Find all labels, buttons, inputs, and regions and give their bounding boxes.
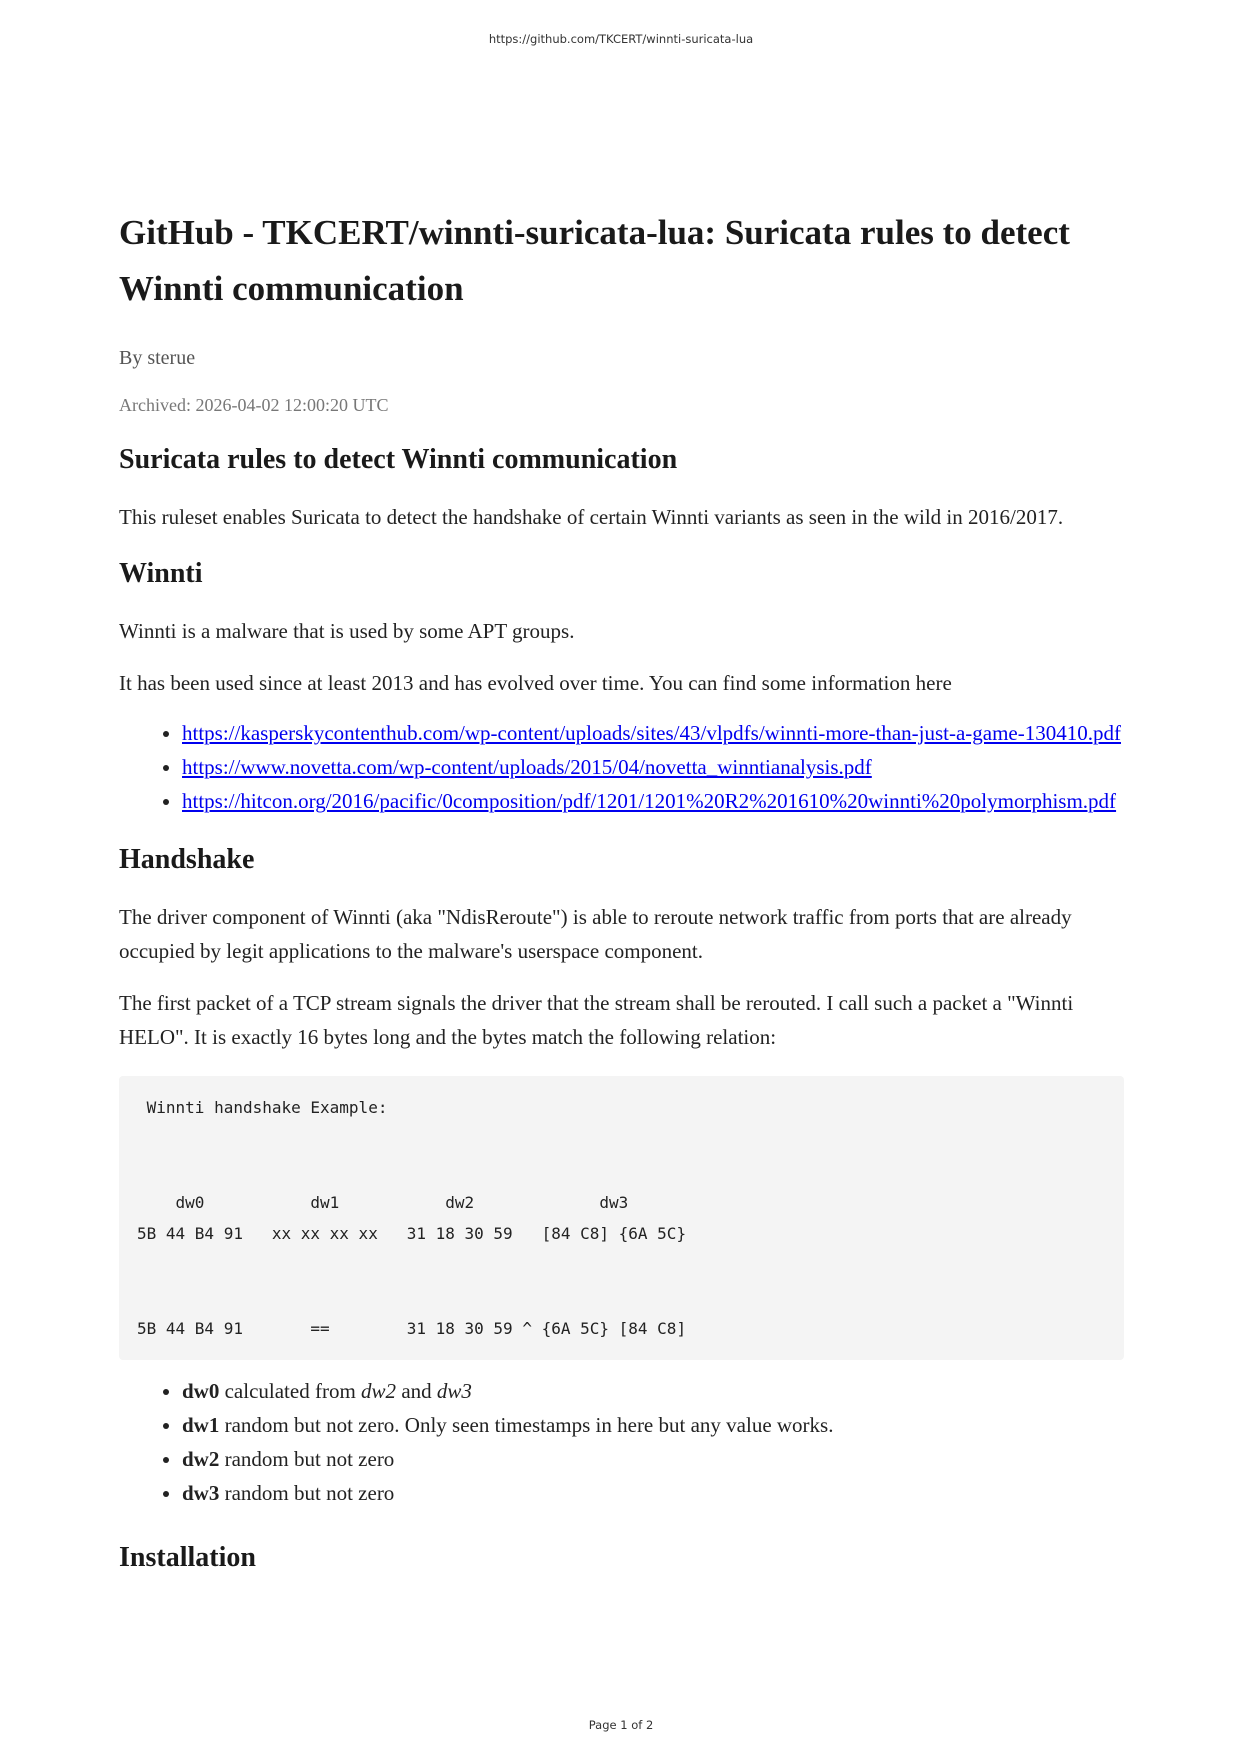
list-item xyxy=(182,784,1124,818)
bullet-emphasis: dw3 xyxy=(436,1379,472,1403)
bullet-text: random but not zero xyxy=(219,1447,395,1471)
bullet-text: calculated from xyxy=(219,1379,362,1403)
winnti-paragraph-1: Winnti is a malware that is used by some APT groups. xyxy=(119,619,575,643)
page-url-header: https://github.com/TKCERT/winnti-suricata-lua xyxy=(488,32,754,46)
page-title: GitHub - TKCERT/winnti-suricata-lua: Suricata rules to detect Winnti communication xyxy=(119,213,1070,308)
winnti-paragraph-2: It has been used since at least 2013 and has evolved over time. You can find some information here xyxy=(119,671,952,695)
list-item xyxy=(182,1374,1124,1408)
section-heading-suricata-rules: Suricata rules to detect Winnti communication xyxy=(119,444,678,475)
novetta-link[interactable]: https://www.novetta.com/wp-content/uploads/2015/04/novetta_winntianalysis.pdf xyxy=(182,755,872,779)
term-dw0: dw0 xyxy=(182,1379,220,1403)
section-heading-handshake: Handshake xyxy=(119,844,255,875)
bullet-emphasis: dw2 xyxy=(361,1379,397,1403)
kaspersky-link[interactable]: https://kasperskycontenthub.com/wp-content/uploads/sites/43/vlpdfs/winnti-more-than-just-a-game-130410.pdf xyxy=(182,721,1121,745)
section-heading-installation: Installation xyxy=(119,1542,256,1573)
list-item xyxy=(182,716,1124,750)
bullet-text: random but not zero. Only seen timestamps in here but any value works. xyxy=(219,1413,834,1437)
list-item xyxy=(182,1476,1124,1510)
list-item xyxy=(182,1442,1124,1476)
article-content xyxy=(119,205,1124,1576)
handshake-paragraph-2: The first packet of a TCP stream signals the driver that the stream shall be rerouted. I call such a packet a "Winnti HELO". It is exactly 16 bytes long and the bytes match the following relation: xyxy=(119,991,1074,1049)
reference-links-list xyxy=(119,716,1124,818)
list-item xyxy=(182,1408,1124,1442)
page-number-footer: Page 1 of 2 xyxy=(588,1718,654,1732)
section-heading-winnti: Winnti xyxy=(119,558,203,589)
author-byline: By sterue xyxy=(119,347,196,369)
bullet-text: random but not zero xyxy=(219,1481,395,1505)
term-dw2: dw2 xyxy=(182,1447,220,1471)
hitcon-link[interactable]: https://hitcon.org/2016/pacific/0composition/pdf/1201/1201%20R2%201610%20winnti%20polymorphism.pdf xyxy=(182,789,1117,813)
dword-bullet-list xyxy=(119,1374,1124,1510)
archived-timestamp: Archived: 2026-04-02 12:00:20 UTC xyxy=(119,395,389,415)
list-item xyxy=(182,750,1124,784)
handshake-paragraph-1: The driver component of Winnti (aka "NdisReroute") is able to reroute network traffic from ports that are already occupied by legit applications to the malware's userspace component. xyxy=(119,905,1072,963)
term-dw1: dw1 xyxy=(182,1413,220,1437)
intro-paragraph: This ruleset enables Suricata to detect the handshake of certain Winnti variants as seen in the wild in 2016/2017. xyxy=(119,505,1064,529)
handshake-code-block: Winnti handshake Example: dw0 dw1 dw2 dw3 5B 44 B4 91 xx xx xx xx 31 18 30 59 [84 C8] {6A 5C} 5B 44 B4 91 == 31 18 30 59 ^ {6A 5C} [84 C8] xyxy=(119,1076,1124,1360)
term-dw3: dw3 xyxy=(182,1481,220,1505)
bullet-text: and xyxy=(396,1379,437,1403)
